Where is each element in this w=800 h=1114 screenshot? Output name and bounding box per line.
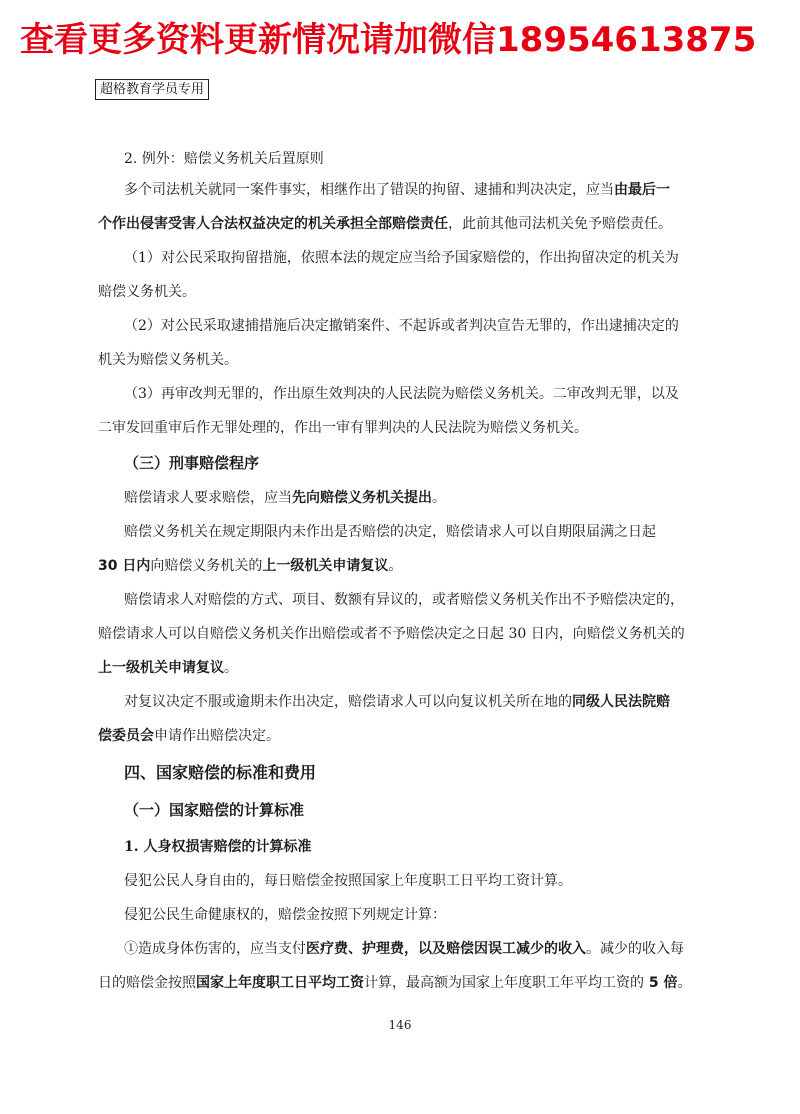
paragraph-line: （2）对公民采取逮捕措施后决定撤销案件、不起诉或者判决宣告无罪的，作出逮捕决定的 [124, 318, 679, 334]
paragraph-line: 赔偿请求人对赔偿的方式、项目、数额有异议的，或者赔偿义务机关作出不予赔偿决定的， [124, 592, 684, 608]
paragraph-line: 二审发回重审后作无罪处理的，作出一审有罪判决的人民法院为赔偿义务机关。 [98, 420, 588, 436]
paragraph-line: 多个司法机关就同一案件事实，相继作出了错误的拘留、逮捕和判决决定，应当由最后一 [124, 182, 670, 198]
paragraph-line: 赔偿义务机关在规定期限内未作出是否赔偿的决定，赔偿请求人可以自期限届满之日起 [124, 524, 656, 540]
paragraph-line: 侵犯公民人身自由的，每日赔偿金按照国家上年度职工日平均工资计算。 [124, 873, 572, 889]
paragraph-line: 侵犯公民生命健康权的，赔偿金按照下列规定计算： [124, 907, 446, 923]
paragraph-line: （1）对公民采取拘留措施，依照本法的规定应当给予国家赔偿的，作出拘留决定的机关为 [124, 250, 679, 266]
paragraph-line: 赔偿请求人要求赔偿，应当先向赔偿义务机关提出。 [124, 490, 446, 506]
chapter-heading: 四、国家赔偿的标准和费用 [124, 763, 317, 782]
paragraph-line: 30 日内向赔偿义务机关的上一级机关申请复议。 [98, 558, 403, 574]
paragraph-line: 对复议决定不服或逾期未作出决定，赔偿请求人可以向复议机关所在地的同级人民法院赔 [124, 694, 670, 710]
paragraph-line: 机关为赔偿义务机关。 [98, 352, 238, 368]
paragraph-line: 日的赔偿金按照国家上年度职工日平均工资计算，最高额为国家上年度职工年平均工资的 5 倍。 [98, 975, 692, 991]
paragraph-line: （3）再审改判无罪的，作出原生效判决的人民法院为赔偿义务机关。二审改判无罪，以及 [124, 386, 679, 402]
paragraph-line: 个作出侵害受害人合法权益决定的机关承担全部赔偿责任，此前其他司法机关免予赔偿责任。 [98, 216, 672, 232]
paragraph-line: ①造成身体伤害的，应当支付医疗费、护理费，以及赔偿因误工减少的收入。减少的收入每 [124, 941, 684, 957]
paragraph-line: 赔偿义务机关。 [98, 284, 196, 300]
subheading-exception: 2. 例外：赔偿义务机关后置原则 [124, 151, 324, 167]
watermark-banner: 查看更多资料更新情况请加微信18954613875 [20, 20, 757, 60]
student-stamp: 超格教育学员专用 [95, 79, 209, 100]
page-number: 146 [388, 1018, 412, 1032]
subheading: 1. 人身权损害赔偿的计算标准 [124, 839, 312, 855]
section-heading: （三）刑事赔偿程序 [124, 454, 260, 472]
paragraph-line: 赔偿请求人可以自赔偿义务机关作出赔偿或者不予赔偿决定之日起 30 日内，向赔偿义务机关的 [98, 626, 685, 642]
paragraph-line: 上一级机关申请复议。 [98, 660, 238, 676]
paragraph-line: 偿委员会申请作出赔偿决定。 [98, 728, 280, 744]
section-heading: （一）国家赔偿的计算标准 [124, 801, 305, 819]
